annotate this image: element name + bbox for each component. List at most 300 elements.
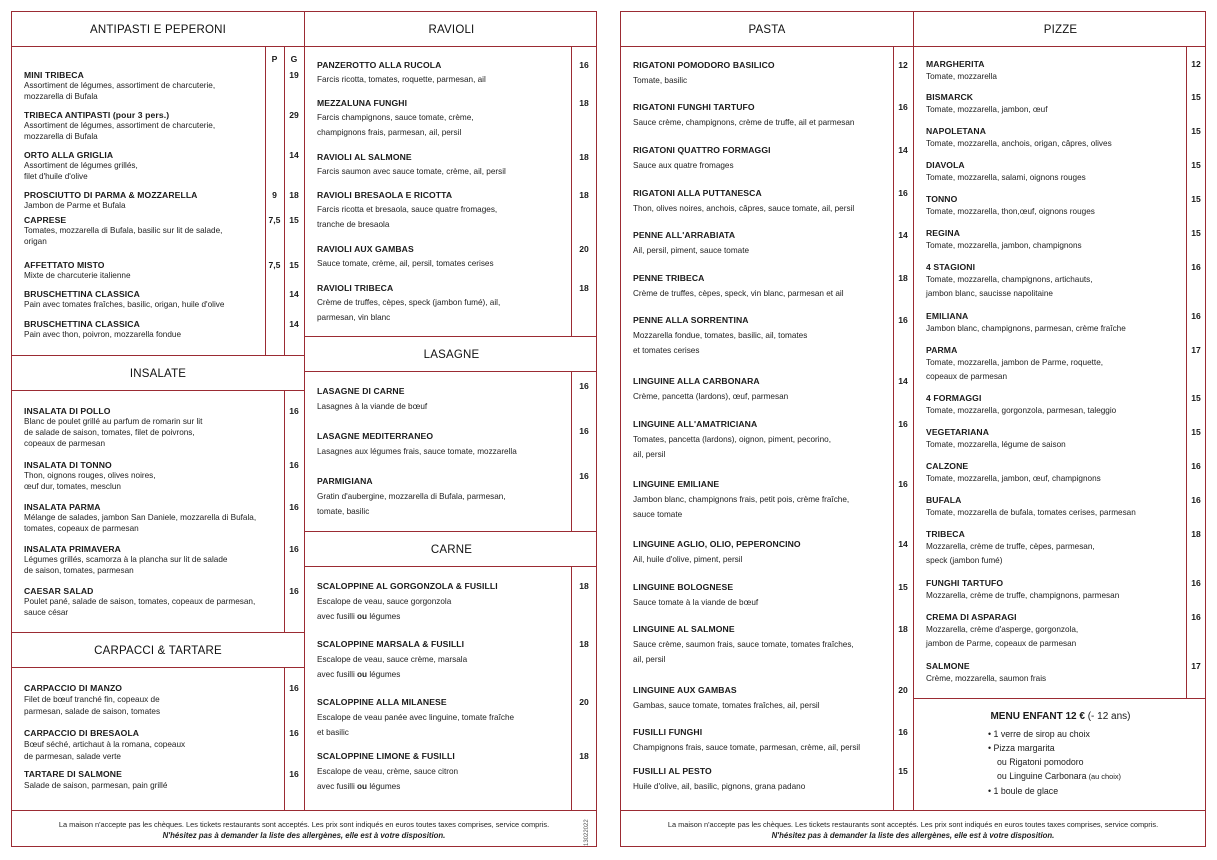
- item-price: 20: [579, 244, 589, 254]
- menu-item: [317, 244, 589, 271]
- menu-item: [24, 289, 299, 310]
- menu-item: [926, 160, 1201, 185]
- item-description: Champignons frais, sauce tomate, parmesan, crème, ail, persil: [633, 743, 861, 752]
- menu-page-right: [620, 11, 1206, 847]
- item-name: FUSILLI AL PESTO: [633, 766, 712, 776]
- item-description: Tomate, mozzarella, jambon, champignons: [926, 241, 1082, 250]
- menu-item: [926, 262, 1201, 301]
- item-description: copeaux de parmesan: [926, 372, 1008, 381]
- menu-item: [633, 685, 908, 713]
- menu-item: [926, 345, 1201, 384]
- kids-dessert: • 1 boule de glace: [988, 786, 1059, 796]
- item-name: LINGUINE BOLOGNESE: [633, 582, 734, 592]
- kids-drink: • 1 verre de sirop au choix: [988, 729, 1090, 739]
- item-price: 20: [898, 685, 908, 695]
- item-price: 16: [289, 544, 299, 554]
- section-title-ravioli: RAVIOLI: [428, 24, 475, 36]
- item-price: 16: [289, 769, 299, 779]
- item-description: avec fusilli ou légumes: [317, 670, 401, 679]
- item-description: Thon, oignons rouges, olives noires,: [24, 471, 156, 480]
- item-price: 16: [1191, 612, 1201, 622]
- menu-item: [317, 283, 589, 325]
- item-description: Farcis saumon avec sauce tomate, crème, ail, persil: [317, 167, 506, 176]
- item-price: 16: [898, 479, 908, 489]
- item-description: Escalope de veau, sauce crème, marsala: [317, 655, 468, 664]
- item-name: RIGATONI QUATTRO FORMAGGI: [633, 145, 771, 155]
- item-name: SCALOPPINE ALLA MILANESE: [317, 697, 447, 707]
- menu-item: [317, 381, 589, 414]
- item-price: 15: [1191, 393, 1201, 403]
- item-price: 18: [898, 624, 908, 634]
- item-price: 18: [579, 639, 589, 649]
- item-price: 16: [579, 471, 589, 481]
- item-name: INSALATA PARMA: [24, 502, 101, 512]
- menu-item: [926, 194, 1201, 219]
- item-description: Blanc de poulet grillé au parfum de romarin sur lit: [24, 417, 203, 426]
- item-description: copeaux de parmesan: [24, 439, 106, 448]
- item-price: 16: [289, 728, 299, 738]
- item-description: Tomate, mozzarella, anchois, origan, câpres, olives: [926, 139, 1112, 148]
- item-name: LASAGNE MEDITERRANEO: [317, 431, 434, 441]
- item-price: 15: [898, 766, 908, 776]
- item-name: NAPOLETANA: [926, 126, 987, 136]
- item-price: 17: [1191, 661, 1201, 671]
- price-grande: 14: [289, 319, 299, 329]
- item-description: jambon de Parme, copeaux de parmesan: [926, 639, 1077, 648]
- menu-item: [926, 495, 1201, 520]
- item-price: 16: [898, 727, 908, 737]
- kids-main: • Pizza margarita: [988, 743, 1055, 753]
- menu-item: [24, 319, 299, 340]
- item-description: Tomate, mozzarella, légume de saison: [926, 440, 1066, 449]
- menu-item: [633, 315, 908, 358]
- item-description: Assortiment de légumes grillés,: [24, 161, 138, 170]
- item-name: PENNE ALL'ARRABIATA: [633, 230, 736, 240]
- item-description: Crème, pancetta (lardons), œuf, parmesan: [633, 392, 789, 401]
- item-description: Sauce crème, champignons, crème de truffe, ail et parmesan: [633, 118, 855, 127]
- item-description: Tomate, mozzarella, salami, oignons rouges: [926, 173, 1086, 182]
- item-price: 18: [579, 190, 589, 200]
- menu-item: [24, 728, 299, 763]
- item-description: Assortiment de légumes, assortiment de charcuterie,: [24, 121, 216, 130]
- item-price: 15: [1191, 194, 1201, 204]
- item-description: ail, persil: [633, 655, 666, 664]
- footer-right: [621, 820, 1205, 841]
- footer-allergens: N'hésitez pas à demander la liste des allergènes, elle est à votre disposition.: [162, 830, 446, 840]
- item-price: 16: [1191, 461, 1201, 471]
- price-grande: 29: [289, 110, 299, 120]
- menu-item: [24, 683, 299, 718]
- item-name: 4 STAGIONI: [926, 262, 976, 272]
- item-name: INSALATA DI POLLO: [24, 406, 111, 416]
- menu-item: [24, 544, 299, 576]
- item-description: Tomates, mozzarella di Bufala, basilic sur lit de salade,: [24, 226, 223, 235]
- item-description: Poulet pané, salade de saison, tomates, copeaux de parmesan,: [24, 597, 256, 606]
- item-description: avec fusilli ou légumes: [317, 612, 401, 621]
- item-price: 16: [898, 188, 908, 198]
- item-name: BISMARCK: [926, 92, 974, 102]
- menu-item: [317, 697, 589, 740]
- item-name: BRUSCHETTINA CLASSICA: [24, 319, 140, 329]
- menu-item: [633, 727, 908, 755]
- item-name: TRIBECA: [926, 529, 965, 539]
- item-description: Tomates, pancetta (lardons), oignon, piment, pecorino,: [633, 435, 831, 444]
- section-title-carpacci: CARPACCI & TARTARE: [94, 645, 222, 657]
- print-code: 13022022: [584, 819, 590, 846]
- item-name: VEGETARIANA: [926, 427, 990, 437]
- section-title-antipasti: ANTIPASTI E PEPERONI: [89, 24, 227, 36]
- menu-item: [633, 60, 908, 88]
- item-price: 16: [289, 586, 299, 596]
- item-description: Crème, mozzarella, saumon frais: [926, 674, 1047, 683]
- menu-item: [926, 126, 1201, 151]
- item-description: Tomate, mozzarella: [926, 72, 997, 81]
- item-name: SCALOPPINE AL GORGONZOLA & FUSILLI: [317, 581, 498, 591]
- item-name: EMILIANA: [926, 311, 969, 321]
- item-name: RIGATONI POMODORO BASILICO: [633, 60, 775, 70]
- menu-item: [24, 215, 299, 247]
- item-name: CARPACCIO DI MANZO: [24, 683, 123, 693]
- item-name: LINGUINE EMILIANE: [633, 479, 720, 489]
- section-title-carne: CARNE: [430, 544, 473, 556]
- menu-item: [926, 59, 1201, 84]
- item-name: RAVIOLI AUX GAMBAS: [317, 244, 414, 254]
- item-name: PENNE ALLA SORRENTINA: [633, 315, 749, 325]
- menu-item: [24, 502, 299, 534]
- item-price: 15: [898, 582, 908, 592]
- item-description: parmesan, salade de saison, tomates: [24, 707, 161, 716]
- item-name: BUFALA: [926, 495, 962, 505]
- item-name: CAESAR SALAD: [24, 586, 94, 596]
- kids-menu-title: MENU ENFANT 12 € (- 12 ans): [990, 711, 1131, 722]
- menu-item: [24, 586, 299, 618]
- item-description: mozzarella di Bufala: [24, 92, 98, 101]
- menu-item: [633, 419, 908, 462]
- item-price: 14: [898, 376, 908, 386]
- item-price: 18: [579, 152, 589, 162]
- item-description: Tomate, mozzarella, jambon de Parme, roquette,: [926, 358, 1104, 367]
- item-description: Lasagnes aux légumes frais, sauce tomate, mozzarella: [317, 447, 517, 456]
- menu-item: [633, 145, 908, 173]
- menu-item: [926, 461, 1201, 486]
- item-name: RAVIOLI TRIBECA: [317, 283, 394, 293]
- item-name: SCALOPPINE MARSALA & FUSILLI: [317, 639, 465, 649]
- kids-main-alt-2: ou Linguine Carbonara (au choix): [997, 771, 1122, 781]
- item-description: Sauce crème, saumon frais, sauce tomate, tomates fraîches,: [633, 640, 854, 649]
- item-price: 15: [1191, 126, 1201, 136]
- item-name: CAPRESE: [24, 215, 67, 225]
- menu-item: [926, 661, 1201, 686]
- item-description: Tomate, basilic: [633, 76, 688, 85]
- item-price: 12: [898, 60, 908, 70]
- item-description: Tomate, mozzarella, thon,œuf, oignons rouges: [926, 207, 1095, 216]
- item-price: 16: [1191, 578, 1201, 588]
- item-price: 16: [289, 406, 299, 416]
- item-name: PARMA: [926, 345, 958, 355]
- menu-item: [317, 98, 589, 140]
- menu-item: [24, 260, 299, 281]
- menu-item: [317, 751, 589, 794]
- price-grande: 18: [289, 190, 299, 200]
- menu-item: [24, 406, 299, 449]
- menu-item: [633, 582, 908, 610]
- menu-item: [24, 460, 299, 492]
- item-description: Jambon blanc, champignons frais, petit pois, crème fraîche,: [633, 495, 850, 504]
- item-name: MINI TRIBECA: [24, 70, 84, 80]
- item-price: 16: [579, 426, 589, 436]
- item-description: et basilic: [317, 728, 349, 737]
- item-description: Pain avec tomates fraîches, basilic, origan, huile d'olive: [24, 300, 225, 309]
- item-name: CALZONE: [926, 461, 969, 471]
- item-description: Sauce aux quatre fromages: [633, 161, 734, 170]
- item-price: 18: [1191, 529, 1201, 539]
- price-grande: 14: [289, 150, 299, 160]
- item-description: Sauce tomate à la viande de bœuf: [633, 598, 759, 607]
- item-description: Thon, olives noires, anchois, câpres, sauce tomate, ail, persil: [633, 204, 855, 213]
- item-description: Mixte de charcuterie italienne: [24, 271, 131, 280]
- column-divider: [913, 12, 914, 810]
- item-description: Sauce tomate, crème, ail, persil, tomates cerises: [317, 259, 494, 268]
- item-name: TRIBECA ANTIPASTI (pour 3 pers.): [24, 110, 170, 120]
- item-description: de salade de saison, tomates, filet de poivrons,: [24, 428, 195, 437]
- menu-item: [317, 581, 589, 624]
- item-description: Lasagnes à la viande de bœuf: [317, 402, 428, 411]
- item-description: Gambas, sauce tomate, tomates fraîches, ail, persil: [633, 701, 820, 710]
- item-price: 14: [898, 145, 908, 155]
- item-description: Ail, persil, piment, sauce tomate: [633, 246, 750, 255]
- section-title-lasagne: LASAGNE: [423, 349, 480, 361]
- item-description: Farcis champignons, sauce tomate, crème,: [317, 113, 474, 122]
- menu-item: [926, 612, 1201, 651]
- item-description: Jambon de Parme et Bufala: [24, 201, 126, 210]
- item-name: LINGUINE ALLA CARBONARA: [633, 376, 760, 386]
- price-petite: 7,5: [268, 260, 281, 270]
- item-price: 15: [1191, 427, 1201, 437]
- item-name: INSALATA DI TONNO: [24, 460, 112, 470]
- item-description: Escalope de veau, sauce gorgonzola: [317, 597, 452, 606]
- item-description: Ail, huile d'olive, piment, persil: [633, 555, 743, 564]
- item-name: SALMONE: [926, 661, 970, 671]
- item-price: 16: [898, 102, 908, 112]
- item-description: et tomates cerises: [633, 346, 700, 355]
- item-description: tranche de bresaola: [317, 220, 390, 229]
- menu-item: [926, 529, 1201, 568]
- item-price: 18: [898, 273, 908, 283]
- item-description: Tomate, mozzarella, jambon, œuf, champignons: [926, 474, 1101, 483]
- item-price: 16: [579, 60, 589, 70]
- menu-item: [317, 471, 589, 519]
- item-description: sauce césar: [24, 608, 69, 617]
- item-price: 16: [579, 381, 589, 391]
- price-petite: 7,5: [268, 215, 281, 225]
- price-grande: 14: [289, 289, 299, 299]
- item-description: Tomate, mozzarella, champignons, artichauts,: [926, 275, 1093, 284]
- item-description: Mozzarella, crème de truffe, champignons, parmesan: [926, 591, 1120, 600]
- item-name: FUNGHI TARTUFO: [926, 578, 1004, 588]
- item-price: 14: [898, 230, 908, 240]
- item-description: Crème de truffes, cèpes, speck (jambon fumé), ail,: [317, 298, 501, 307]
- item-description: Crème de truffes, cèpes, speck, vin blanc, parmesan et ail: [633, 289, 844, 298]
- item-name: CREMA DI ASPARAGI: [926, 612, 1017, 622]
- item-name: PANZEROTTO ALLA RUCOLA: [317, 60, 442, 70]
- item-description: sauce tomate: [633, 510, 683, 519]
- item-description: Farcis ricotta, tomates, roquette, parmesan, ail: [317, 75, 486, 84]
- item-name: LINGUINE AGLIO, OLIO, PEPERONCINO: [633, 539, 801, 549]
- item-description: Gratin d'aubergine, mozzarella di Bufala, parmesan,: [317, 492, 506, 501]
- footer-notice: La maison n'accepte pas les chèques. Les tickets restaurants sont acceptés. Les prix sont indiqués en euros toutes taxes comprises, service compris.: [667, 820, 1159, 829]
- item-description: Escalope de veau, crème, sauce citron: [317, 767, 459, 776]
- menu-item: [317, 639, 589, 682]
- menu-item: [24, 190, 299, 211]
- item-name: LINGUINE AL SALMONE: [633, 624, 735, 634]
- item-price: 18: [579, 283, 589, 293]
- item-description: Huile d'olive, ail, basilic, pignons, grana padano: [633, 782, 806, 791]
- menu-item: [926, 578, 1201, 603]
- item-name: BRUSCHETTINA CLASSICA: [24, 289, 140, 299]
- item-price: 14: [898, 539, 908, 549]
- item-description: Filet de bœuf tranché fin, copeaux de: [24, 695, 160, 704]
- section-title-insalate: INSALATE: [129, 368, 187, 380]
- col-header-p: P: [271, 54, 278, 64]
- item-description: champignons frais, parmesan, ail, persil: [317, 128, 462, 137]
- item-name: INSALATA PRIMAVERA: [24, 544, 121, 554]
- footer-allergens: N'hésitez pas à demander la liste des allergènes, elle est à votre disposition.: [771, 830, 1055, 840]
- menu-item: [926, 427, 1201, 452]
- item-name: RAVIOLI AL SALMONE: [317, 152, 412, 162]
- menu-item: [24, 70, 299, 102]
- price-grande: 15: [289, 260, 299, 270]
- item-description: mozzarella di Bufala: [24, 132, 98, 141]
- item-price: 15: [1191, 160, 1201, 170]
- item-name: ORTO ALLA GRIGLIA: [24, 150, 114, 160]
- item-name: PARMIGIANA: [317, 476, 373, 486]
- item-description: tomates, copeaux de parmesan: [24, 524, 139, 533]
- menu-item: [926, 311, 1201, 336]
- item-name: LINGUINE AUX GAMBAS: [633, 685, 737, 695]
- item-name: RIGATONI ALLA PUTTANESCA: [633, 188, 762, 198]
- item-price: 20: [579, 697, 589, 707]
- menu-item: [633, 766, 908, 794]
- item-name: PROSCIUTTO DI PARMA & MOZZARELLA: [24, 190, 198, 200]
- col-header-g: G: [290, 54, 298, 64]
- menu-item: [24, 110, 299, 142]
- item-description: origan: [24, 237, 47, 246]
- item-name: REGINA: [926, 228, 961, 238]
- item-description: de saison, tomates, parmesan: [24, 566, 134, 575]
- item-description: de parmesan, salade verte: [24, 752, 121, 761]
- item-name: LASAGNE DI CARNE: [317, 386, 405, 396]
- price-petite: 9: [272, 190, 277, 200]
- item-description: Pain avec thon, poivron, mozzarella fondue: [24, 330, 182, 339]
- item-price: 16: [1191, 262, 1201, 272]
- menu-page-left: [11, 11, 597, 847]
- item-description: Jambon blanc, champignons, parmesan, crème fraîche: [926, 324, 1126, 333]
- item-description: Tomate, mozzarella de bufala, tomates cerises, parmesan: [926, 508, 1136, 517]
- item-description: jambon blanc, saucisse napolitaine: [926, 289, 1053, 298]
- item-name: 4 FORMAGGI: [926, 393, 982, 403]
- section-title-pasta: PASTA: [748, 24, 786, 36]
- item-price: 16: [289, 460, 299, 470]
- price-grande: 15: [289, 215, 299, 225]
- menu-item: [317, 152, 589, 179]
- item-price: 16: [289, 502, 299, 512]
- item-price: 18: [579, 581, 589, 591]
- footer-left: [12, 820, 596, 841]
- menu-item: [317, 60, 589, 87]
- menu-item: [926, 92, 1201, 117]
- item-description: Mozzarella fondue, tomates, basilic, ail, tomates: [633, 331, 808, 340]
- item-name: TONNO: [926, 194, 958, 204]
- item-price: 16: [289, 683, 299, 693]
- item-description: Mozzarella, crème de truffe, cèpes, parmesan,: [926, 542, 1095, 551]
- item-price: 15: [1191, 228, 1201, 238]
- item-name: SCALOPPINE LIMONE & FUSILLI: [317, 751, 455, 761]
- item-description: Bœuf séché, artichaut à la romana, copeaux: [24, 740, 186, 749]
- item-price: 16: [898, 419, 908, 429]
- item-price: 12: [1191, 59, 1201, 69]
- item-description: Tomate, mozzarella, gorgonzola, parmesan, taleggio: [926, 406, 1117, 415]
- item-description: Escalope de veau panée avec linguine, tomate fraîche: [317, 713, 515, 722]
- item-description: Légumes grillés, scamorza à la plancha sur lit de salade: [24, 555, 228, 564]
- item-name: RIGATONI FUNGHI TARTUFO: [633, 102, 755, 112]
- price-grande: 19: [289, 70, 299, 80]
- menu-item: [24, 150, 299, 182]
- item-name: PENNE TRIBECA: [633, 273, 705, 283]
- column-divider: [304, 12, 305, 810]
- item-description: speck (jambon fumé): [926, 556, 1003, 565]
- item-name: DIAVOLA: [926, 160, 965, 170]
- item-price: 17: [1191, 345, 1201, 355]
- menu-item: [633, 624, 908, 667]
- item-description: œuf dur, tomates, mesclun: [24, 482, 121, 491]
- item-name: AFFETTATO MISTO: [24, 260, 105, 270]
- item-name: RAVIOLI BRESAOLA E RICOTTA: [317, 190, 453, 200]
- item-name: TARTARE DI SALMONE: [24, 769, 122, 779]
- menu-item: [633, 539, 908, 567]
- kids-menu: [914, 711, 1207, 796]
- item-description: Mozzarella, crème d'asperge, gorgonzola,: [926, 625, 1079, 634]
- item-price: 15: [1191, 92, 1201, 102]
- item-price: 16: [1191, 495, 1201, 505]
- item-description: tomate, basilic: [317, 507, 370, 516]
- item-name: MEZZALUNA FUNGHI: [317, 98, 408, 108]
- item-name: MARGHERITA: [926, 59, 985, 69]
- menu-item: [633, 376, 908, 404]
- footer-notice: La maison n'accepte pas les chèques. Les tickets restaurants sont acceptés. Les prix sont indiqués en euros toutes taxes comprises, service compris.: [58, 820, 550, 829]
- item-description: Tomate, mozzarella, jambon, œuf: [926, 105, 1048, 114]
- item-description: Mélange de salades, jambon San Daniele, mozzarella di Bufala,: [24, 513, 257, 522]
- menu-item: [633, 230, 908, 258]
- menu-item: [633, 188, 908, 216]
- item-description: ail, persil: [633, 450, 666, 459]
- menu-item: [633, 273, 908, 301]
- item-price: 18: [579, 751, 589, 761]
- item-description: Farcis ricotta et bresaola, sauce quatre fromages,: [317, 205, 498, 214]
- item-price: 16: [1191, 311, 1201, 321]
- item-price: 18: [579, 98, 589, 108]
- menu-item: [24, 769, 299, 792]
- item-description: avec fusilli ou légumes: [317, 782, 401, 791]
- menu-item: [317, 190, 589, 232]
- item-description: filet d'huile d'olive: [24, 172, 88, 181]
- menu-item: [926, 393, 1201, 418]
- kids-main-alt-1: ou Rigatoni pomodoro: [997, 757, 1084, 767]
- item-description: parmesan, vin blanc: [317, 313, 391, 322]
- item-description: Assortiment de légumes, assortiment de charcuterie,: [24, 81, 216, 90]
- item-price: 16: [898, 315, 908, 325]
- menu-item: [926, 228, 1201, 253]
- menu-item: [633, 102, 908, 130]
